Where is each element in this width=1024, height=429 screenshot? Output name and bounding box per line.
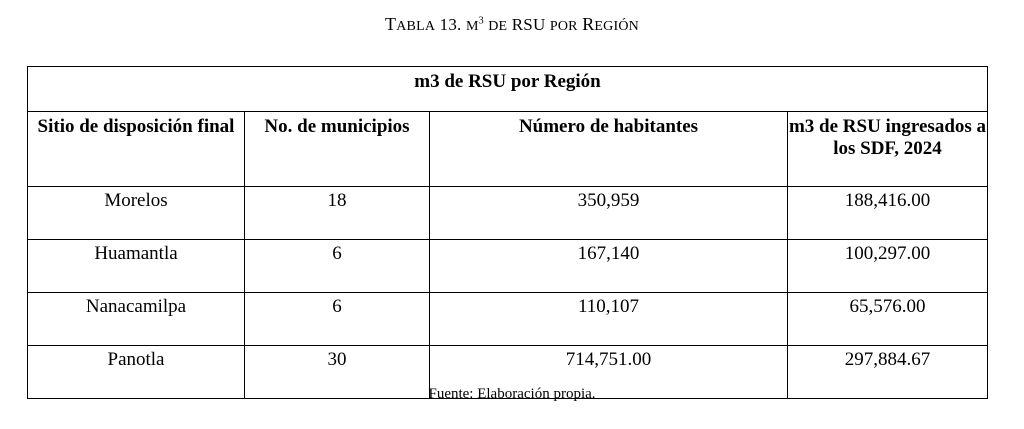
cell-m3: 65,576.00 [788, 293, 988, 346]
table-caption [0, 14, 1024, 35]
cell-m3: 297,884.67 [788, 346, 988, 399]
cell-habitantes: 714,751.00 [430, 346, 788, 399]
caption-number: 13. [439, 15, 462, 34]
cell-habitantes: 110,107 [430, 293, 788, 346]
caption-prefix-rest: ABLA [396, 19, 436, 34]
table-row [28, 187, 988, 240]
cell-m3: 100,297.00 [788, 240, 988, 293]
source-note: Fuente: Elaboración propia. [428, 386, 596, 402]
table-title: m3 de RSU por Región [28, 67, 988, 112]
cell-municipios: 30 [245, 346, 430, 399]
header-habitantes: Número de habitantes [430, 112, 788, 187]
caption-rsu: RSU [511, 15, 546, 34]
table-title-row [28, 67, 988, 112]
cell-municipios: 18 [245, 187, 430, 240]
caption-region-rest: EGIÓN [594, 19, 639, 34]
cell-sitio: Huamantla [28, 240, 245, 293]
header-m3-rsu: m3 de RSU ingresados a los SDF, 2024 [788, 112, 988, 187]
table-header-row [28, 112, 988, 187]
cell-m3: 188,416.00 [788, 187, 988, 240]
header-sitio: Sitio de disposición final [28, 112, 245, 187]
cell-sitio: Nanacamilpa [28, 293, 245, 346]
rsu-table [27, 66, 988, 399]
table-row [28, 293, 988, 346]
cell-municipios: 6 [245, 240, 430, 293]
cell-municipios: 6 [245, 293, 430, 346]
header-municipios: No. de municipios [245, 112, 430, 187]
caption-unit: M [465, 19, 479, 34]
cell-habitantes: 167,140 [430, 240, 788, 293]
caption-region-initial: R [582, 14, 595, 34]
caption-de: DE [488, 19, 508, 34]
cell-habitantes: 350,959 [430, 187, 788, 240]
caption-prefix-initial: T [385, 14, 397, 34]
caption-por: POR [549, 19, 578, 34]
table-row [28, 240, 988, 293]
cell-sitio: Morelos [28, 187, 245, 240]
caption-exponent: 3 [478, 15, 484, 27]
cell-sitio: Panotla [28, 346, 245, 399]
